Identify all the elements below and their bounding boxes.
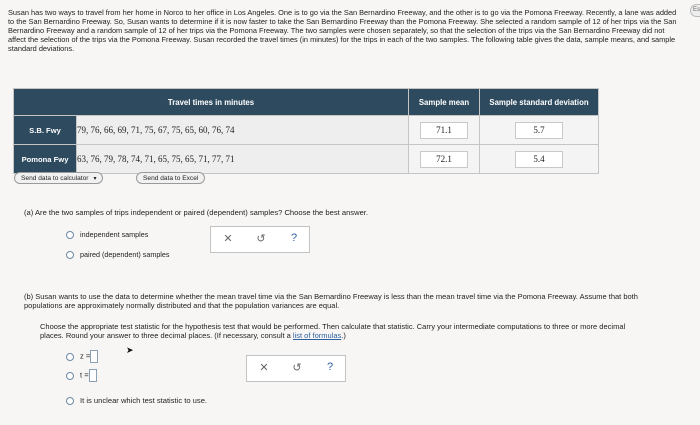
answer-toolbar-b [246, 355, 346, 382]
t-label: t = [80, 370, 89, 380]
option-z-statistic[interactable] [66, 350, 98, 363]
radio-button[interactable] [66, 372, 74, 380]
row-label: Pomona Fwy [14, 145, 77, 174]
header-sample-sd: Sample standard deviation [480, 89, 599, 116]
z-input[interactable] [90, 350, 98, 363]
clear-icon[interactable]: ✕ [259, 362, 269, 374]
radio-button[interactable] [66, 231, 74, 239]
sample-sd-value: 5.7 [515, 122, 563, 139]
part-a-question: (a) Are the two samples of trips independent or paired (dependent) samples? Choose the best answer. [24, 208, 369, 217]
help-icon[interactable]: ? [326, 361, 334, 373]
header-sample-mean: Sample mean [409, 89, 480, 116]
instructions-text: Choose the appropriate test statistic for the hypothesis test that would be performed. Then calculate that statistic. Carry your intermediate computations to three or more decimal places. Round your answer to three decimal places. (If necessary, consult a [40, 322, 626, 340]
travel-times-table [13, 88, 599, 174]
send-to-excel-button[interactable] [136, 172, 205, 184]
z-label: z = [80, 351, 91, 361]
table-row [14, 116, 599, 145]
sample-mean-value: 71.1 [420, 122, 468, 139]
send-to-excel-label: Send data to Excel [143, 175, 199, 182]
sample-mean-value: 72.1 [420, 151, 468, 168]
part-b-instructions [40, 323, 640, 341]
radio-button[interactable] [66, 397, 74, 405]
problem-intro: Susan has two ways to travel from her home in Norco to her office in Los Angeles. One is to go via the San Bernardino Freeway, and the other is to go via the Pomona Freeway. Recently, a lane was added to the San Bernardino Freeway. So, Susan wants to determine if it is now faster to take the San Bernardino Freeway than the Pomona Freeway. She selected a random sample of 12 of her trips via the San Bernardino Freeway and a random sample of 12 of her trips via the Pomona Freeway. The two samples were chosen separately, so that the selection of the trips via the San Bernardino Freeway did not affect the selection of the trips via the Pomona Freeway. Susan recorded the travel times (in minutes) for the trips in each of the two samples. The following table gives the data, sample means, and sample standard deviations. [8, 8, 677, 54]
clear-icon[interactable]: ✕ [223, 233, 233, 245]
radio-button[interactable] [66, 353, 74, 361]
option-paired[interactable] [66, 250, 170, 259]
row-values: 63, 76, 79, 78, 74, 71, 65, 75, 65, 71, 77, 71 [77, 145, 409, 174]
answer-toolbar-a [210, 226, 310, 253]
undo-icon[interactable]: ↺ [256, 233, 266, 245]
option-label: It is unclear which test statistic to use. [80, 396, 208, 405]
option-independent[interactable] [66, 230, 148, 239]
option-t-statistic[interactable] [66, 369, 97, 382]
part-b-question: (b) Susan wants to use the data to determine whether the mean travel time via the San Bernardino Freeway is less than the mean travel time via the Pomona Freeway. Assume that both populations are approximately normally distributed and that the population variances are equal. [24, 292, 638, 310]
help-icon[interactable]: ? [290, 232, 298, 244]
side-tab[interactable]: Es [690, 4, 700, 17]
sample-sd-value: 5.4 [515, 151, 563, 168]
send-to-calculator-label: Send data to calculator [21, 175, 89, 182]
formulas-link[interactable]: list of formulas [292, 330, 342, 340]
t-input[interactable] [89, 369, 97, 382]
send-to-calculator-button[interactable] [14, 172, 103, 184]
row-values: 79, 76, 66, 69, 71, 75, 67, 75, 65, 60, 76, 74 [77, 116, 409, 145]
option-label: paired (dependent) samples [80, 250, 170, 259]
undo-icon[interactable]: ↺ [292, 362, 302, 374]
chevron-down-icon: ▾ [93, 176, 97, 182]
option-label: independent samples [80, 230, 149, 239]
option-unclear[interactable] [66, 396, 207, 405]
mouse-cursor-icon: ➤ [126, 345, 134, 355]
radio-button[interactable] [66, 251, 74, 259]
header-travel-times: Travel times in minutes [14, 89, 409, 116]
table-row [14, 145, 599, 174]
row-label: S.B. Fwy [14, 116, 77, 145]
instructions-end: .) [341, 330, 346, 340]
